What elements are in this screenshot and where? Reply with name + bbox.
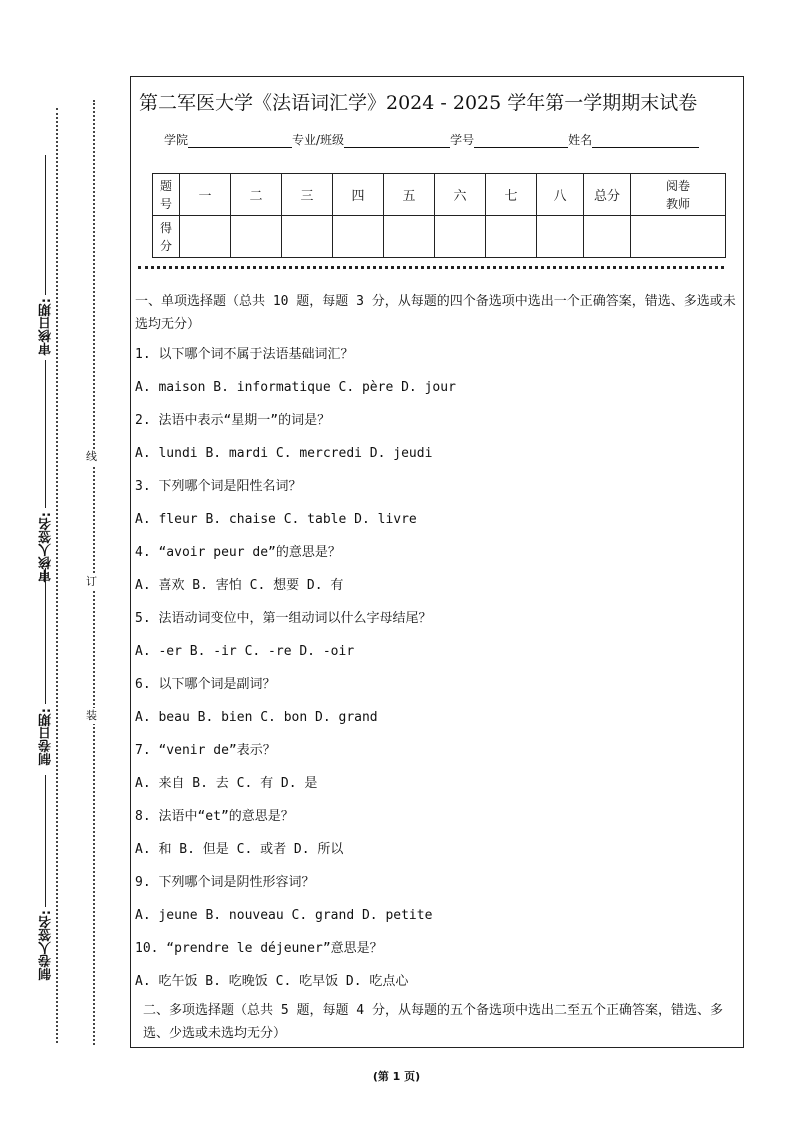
cell-text: 教师: [665, 196, 690, 211]
score-input-6[interactable]: [435, 216, 486, 258]
major-class-label: 专业/班级: [292, 133, 345, 147]
name-label: 姓名: [568, 133, 593, 147]
exam-content: [135, 290, 741, 1045]
options-5: A. -er B. -ir C. -re D. -oir: [135, 644, 355, 659]
score-cell-score-label: [153, 216, 180, 258]
score-input-1[interactable]: [180, 216, 231, 258]
score-input-grader[interactable]: [631, 216, 726, 258]
score-col-6: 六: [435, 174, 486, 216]
binding-char-zhuang: 装: [86, 709, 97, 722]
compiler-signature-label: 制卷人签名:: [39, 910, 54, 981]
question-5: 5. 法语动词变位中，第一组动词以什么字母结尾？: [135, 611, 432, 626]
options-1: A. maison B. informatique C. père D. jour: [135, 380, 456, 395]
student-id-blank[interactable]: [474, 134, 568, 148]
score-input-8[interactable]: [537, 216, 584, 258]
options-4: A. 喜欢 B. 害怕 C. 想要 D. 有: [135, 578, 344, 593]
review-date-line: [45, 155, 46, 295]
header-separator: [138, 266, 724, 269]
score-col-total: 总分: [584, 174, 631, 216]
cell-text: 阅卷: [665, 178, 690, 193]
question-9: 9. 下列哪个词是阴性形容词？: [135, 875, 315, 890]
cell-text: 号: [159, 196, 172, 211]
options-3: A. fleur B. chaise C. table D. livre: [135, 512, 417, 527]
binding-char-ding: 订: [86, 575, 97, 588]
score-table-header-row: [153, 174, 726, 216]
student-info-row: [164, 131, 699, 148]
name-blank[interactable]: [592, 134, 699, 148]
question-7: 7. “venir de”表示？: [135, 743, 276, 758]
question-10: 10. “prendre le déjeuner”意思是？: [135, 941, 383, 956]
options-2: A. lundi B. mardi C. mercredi D. jeudi: [135, 446, 433, 461]
cell-text: 分: [159, 238, 172, 253]
score-input-5[interactable]: [384, 216, 435, 258]
score-col-2: 二: [231, 174, 282, 216]
score-col-1: 一: [180, 174, 231, 216]
compile-date-line: [45, 568, 46, 704]
score-table: [152, 173, 726, 258]
binding-dotted-line-inner: [93, 100, 95, 1045]
question-1: 1. 以下哪个词不属于法语基础词汇？: [135, 347, 354, 362]
question-8: 8. 法语中“et”的意思是？: [135, 809, 294, 824]
student-id-label: 学号: [450, 133, 475, 147]
options-10: A. 吃午饭 B. 吃晚饭 C. 吃早饭 D. 吃点心: [135, 974, 409, 989]
question-3: 3. 下列哪个词是阳性名词？: [135, 479, 302, 494]
binding-dotted-line-outer: [56, 108, 58, 1043]
section-2-heading: 二、多项选择题（总共 5 题，每题 4 分，从每题的五个备选项中选出二至五个正确答案，错选、多选、少选或未选均无分）: [143, 1003, 723, 1041]
compile-date-label: 制卷日期:: [39, 708, 54, 766]
reviewer-signature-label: 审核人签名:: [39, 512, 54, 583]
major-class-blank[interactable]: [344, 134, 450, 148]
score-cell-question-no: [153, 174, 180, 216]
score-table-score-row: [153, 216, 726, 258]
score-col-5: 五: [384, 174, 435, 216]
score-col-4: 四: [333, 174, 384, 216]
cell-text: 得: [159, 220, 172, 235]
options-7: A. 来自 B. 去 C. 有 D. 是: [135, 776, 318, 791]
score-input-total[interactable]: [584, 216, 631, 258]
reviewer-signature-line: [45, 360, 46, 508]
exam-title: 第二军医大学《法语词汇学》2024 - 2025 学年第一学期期末试卷: [139, 92, 698, 114]
options-9: A. jeune B. nouveau C. grand D. petite: [135, 908, 433, 923]
score-col-grader: [631, 174, 726, 216]
options-6: A. beau B. bien C. bon D. grand: [135, 710, 378, 725]
college-label: 学院: [164, 133, 189, 147]
score-input-7[interactable]: [486, 216, 537, 258]
review-date-label: 审核日期:: [39, 298, 54, 356]
options-8: A. 和 B. 但是 C. 或者 D. 所以: [135, 842, 344, 857]
score-input-4[interactable]: [333, 216, 384, 258]
section-1-questions: [135, 345, 741, 1005]
page-number: (第 1 页): [372, 1070, 421, 1083]
score-col-7: 七: [486, 174, 537, 216]
cell-text: 题: [159, 178, 172, 193]
compiler-signature-line: [45, 775, 46, 907]
section-1-heading: 一、单项选择题（总共 10 题，每题 3 分，从每题的四个备选项中选出一个正确答案，错选、多选或未选均无分）: [135, 294, 736, 332]
binding-char-xian: 线: [86, 450, 97, 463]
question-2: 2. 法语中表示“星期一”的词是？: [135, 413, 331, 428]
score-col-8: 八: [537, 174, 584, 216]
question-4: 4. “avoir peur de”的意思是？: [135, 545, 341, 560]
score-col-3: 三: [282, 174, 333, 216]
score-input-3[interactable]: [282, 216, 333, 258]
score-input-2[interactable]: [231, 216, 282, 258]
college-blank[interactable]: [188, 134, 292, 148]
question-6: 6. 以下哪个词是副词？: [135, 677, 276, 692]
